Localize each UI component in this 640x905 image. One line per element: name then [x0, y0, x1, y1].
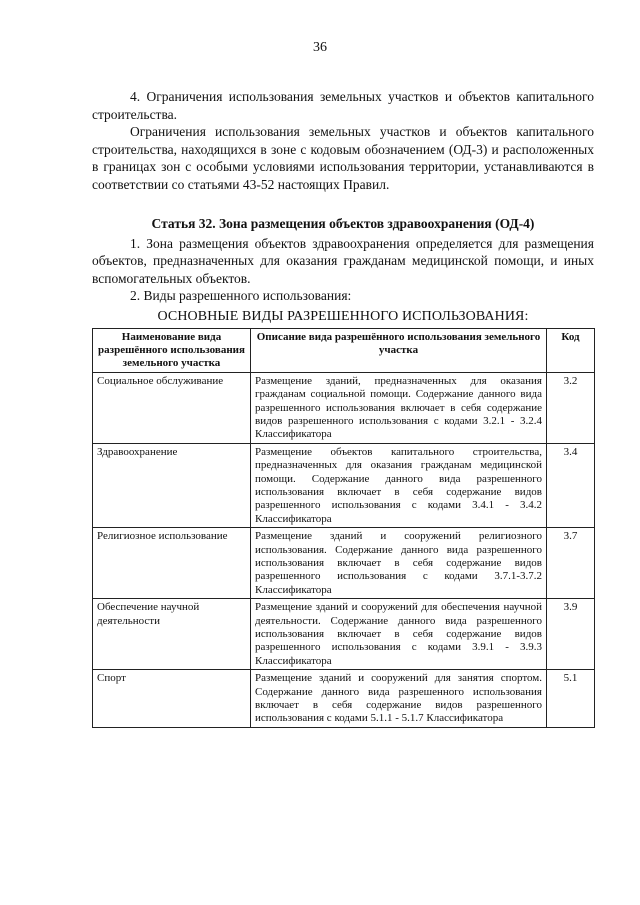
row-code: 3.2	[547, 372, 595, 443]
row-name: Религиозное использование	[93, 528, 251, 599]
row-code: 3.4	[547, 443, 595, 527]
row-description: Размещение зданий, предназначенных для оказания гражданам социальной помощи. Содержание данного вида разрешенного использования включает в себя содержание видов разрешенного использования с кодами 3.2.1 - 3.2.4 Классификатора	[251, 372, 547, 443]
header-code: Код	[547, 328, 595, 372]
row-name: Здравоохранение	[93, 443, 251, 527]
row-description: Размещение зданий и сооружений для занятия спортом. Содержание данного вида разрешенного использования включает в себя содержание видов разрешенного использования с кодами 5.1.1 - 5.1.7 Классификатора	[251, 670, 547, 728]
table-row	[93, 599, 595, 670]
row-name: Обеспечение научной деятельности	[93, 599, 251, 670]
paragraph-zone-definition: 1. Зона размещения объектов здравоохранения определяется для размещения объектов, предназначенных для оказания гражданам медицинской помощи, и иных вспомогательных объектов.	[92, 235, 594, 286]
paragraph-restrictions-heading: 4. Ограничения использования земельных участков и объектов капитального строительства.	[92, 89, 594, 122]
row-description: Размещение зданий и сооружений для обеспечения научной деятельности. Содержание данного вида разрешенного использования включает в себя содержание видов разрешенного использования с кодами 3.9.1 - 3.9.3 Классификатора	[251, 599, 547, 670]
row-description: Размещение зданий и сооружений религиозного использования. Содержание данного вида разрешенного использования включает в себя содержание видов разрешенного использования с кодами 3.7.1-3.7.2 Классификатора	[251, 528, 547, 599]
row-code: 3.9	[547, 599, 595, 670]
page-content	[92, 88, 594, 728]
table-row	[93, 443, 595, 527]
row-name: Социальное обслуживание	[93, 372, 251, 443]
header-description: Описание вида разрешённого использования земельного участка	[251, 328, 547, 372]
article-heading: Статья 32. Зона размещения объектов здравоохранения (ОД-4)	[151, 216, 535, 231]
row-description: Размещение объектов капитального строительства, предназначенных для оказания гражданам медицинской помощи. Содержание данного вида разрешенного использования включает в себя содержание видов разрешенного использования с кодами 3.4.1 - 3.4.2 Классификатора	[251, 443, 547, 527]
permitted-uses-table	[92, 328, 595, 728]
paragraph-permitted-uses: 2. Виды разрешенного использования:	[130, 288, 352, 303]
table-row	[93, 528, 595, 599]
row-code: 5.1	[547, 670, 595, 728]
table-header-row	[93, 328, 595, 372]
table-row	[93, 670, 595, 728]
paragraph-restrictions-text: Ограничения использования земельных участков и объектов капитального строительства, находящихся в зоне с кодовым обозначением (ОД-3) и расположенных в границах зон с особыми условиями использования территории, устанавливаются в соответствии со статьями 43-52 настоящих Правил.	[92, 124, 594, 192]
header-name: Наименование вида разрешённого использования земельного участка	[93, 328, 251, 372]
row-code: 3.7	[547, 528, 595, 599]
table-row	[93, 372, 595, 443]
page-number: 36	[313, 40, 327, 55]
table-title: ОСНОВНЫЕ ВИДЫ РАЗРЕШЕННОГО ИСПОЛЬЗОВАНИЯ:	[157, 308, 529, 324]
row-name: Спорт	[93, 670, 251, 728]
